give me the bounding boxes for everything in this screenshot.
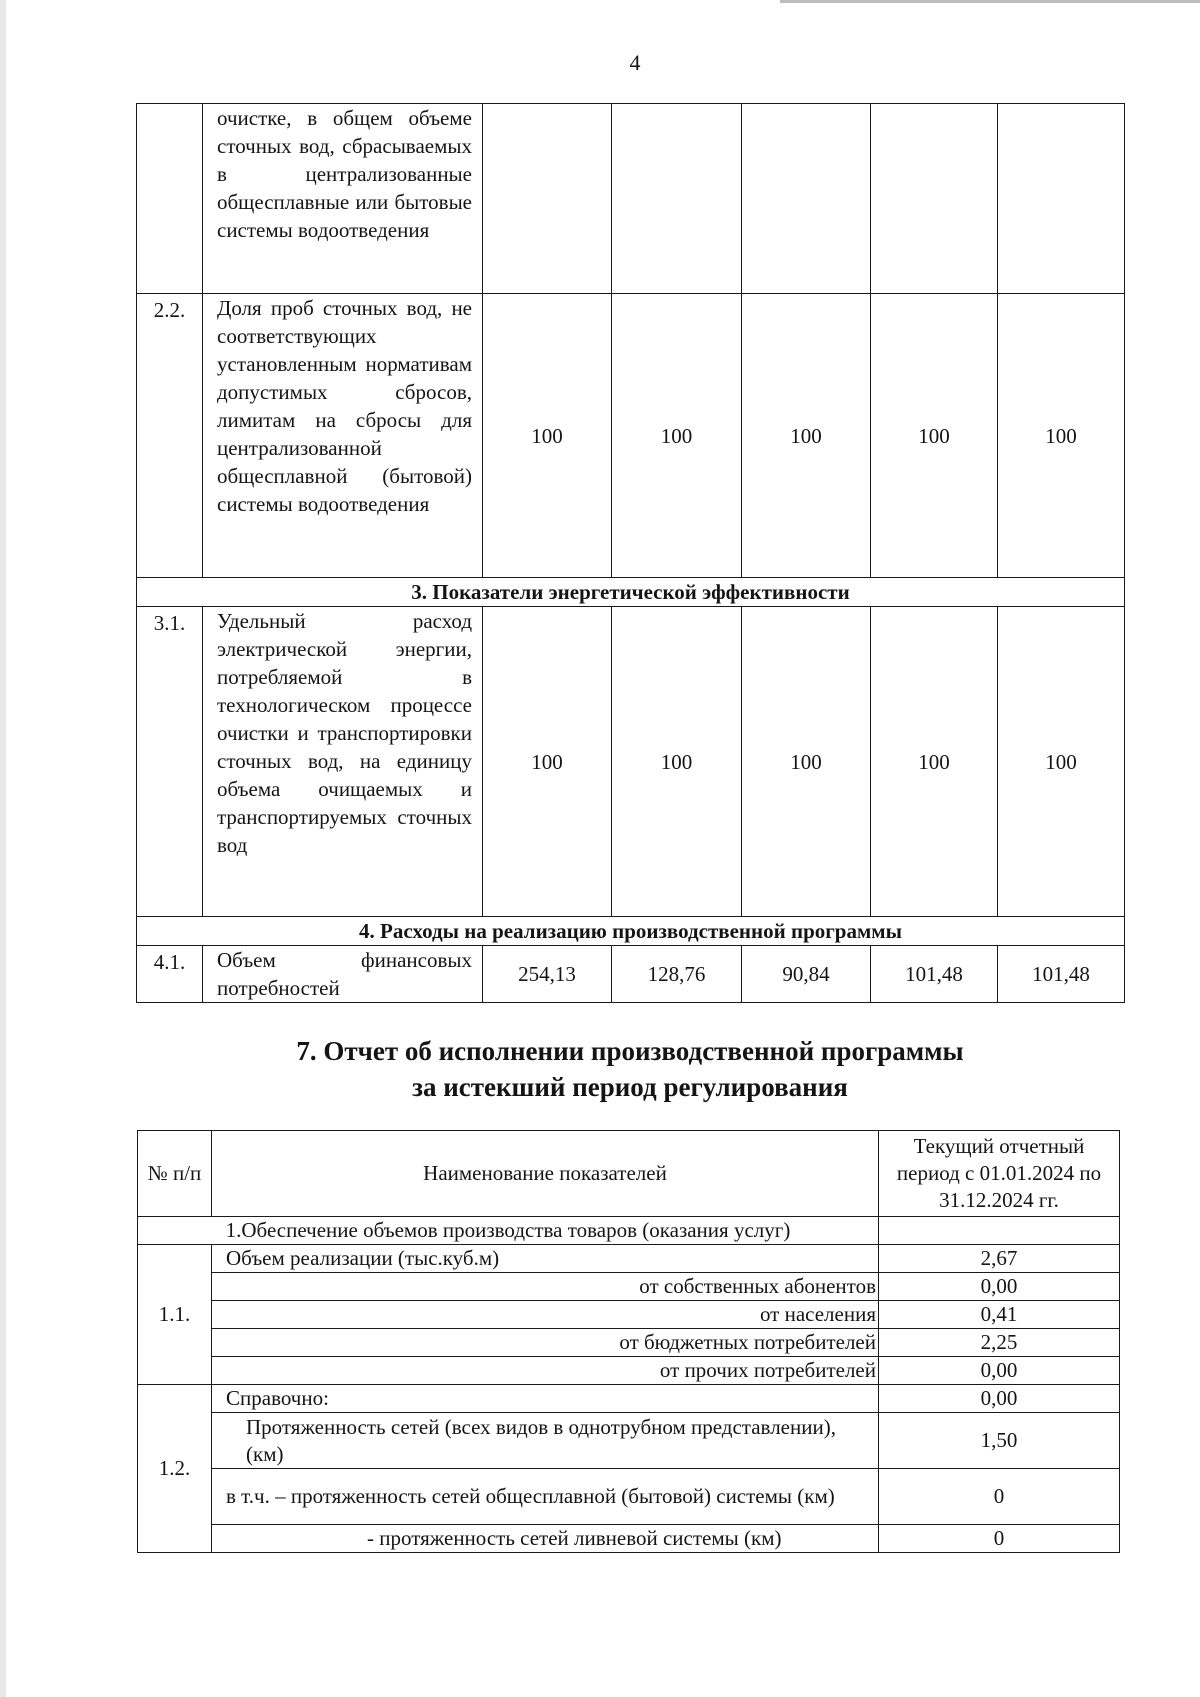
- row-number: 2.2.: [137, 294, 203, 578]
- header-number: № п/п: [138, 1131, 212, 1217]
- report-title-line-2: за истекший период регулирования: [412, 1072, 848, 1102]
- section-heading: 3. Показатели энергетической эффективности: [137, 578, 1125, 607]
- value-cell: [483, 104, 612, 294]
- value-cell: [612, 104, 742, 294]
- report-table: [137, 1130, 1120, 1553]
- value-cell: 100: [998, 607, 1125, 917]
- value-cell: 254,13: [483, 946, 612, 1003]
- indicators-table: [136, 103, 1125, 1003]
- indicator-label: в т.ч. – протяженность сетей общесплавной (бытовой) системы (км): [212, 1469, 879, 1525]
- value-cell: [742, 104, 871, 294]
- value-cell: 101,48: [871, 946, 998, 1003]
- value-cell: [998, 104, 1125, 294]
- value-cell: 100: [742, 607, 871, 917]
- table-row: [138, 1301, 1120, 1329]
- table-row: [138, 1245, 1120, 1273]
- indicator-label: от населения: [212, 1301, 879, 1329]
- value-cell: 101,48: [998, 946, 1125, 1003]
- table-row: [138, 1525, 1120, 1553]
- value-cell: 100: [998, 294, 1125, 578]
- section-row: [138, 1217, 1120, 1245]
- value-cell: 100: [742, 294, 871, 578]
- indicator-description: Доля проб сточных вод, не соответствующих установленным нормативам допустимых сбросов, лимитам на сбросы для централизованной общесплавной (бытовой) системы водоотведения: [203, 294, 483, 578]
- indicator-label: Объем реализации (тыс.куб.м): [212, 1245, 879, 1273]
- indicator-description: Объем финансовых потребностей: [203, 946, 483, 1003]
- page-number: 4: [629, 50, 641, 75]
- section-row: [137, 917, 1125, 946]
- row-number: 1.1.: [138, 1245, 212, 1385]
- value-cell: 0,41: [879, 1301, 1120, 1329]
- value-cell: 128,76: [612, 946, 742, 1003]
- table-row: [138, 1469, 1120, 1525]
- table-row: [138, 1385, 1120, 1413]
- table-row: [138, 1357, 1120, 1385]
- value-cell: 0: [879, 1469, 1120, 1525]
- value-cell: 0: [879, 1525, 1120, 1553]
- header-period: Текущий отчетный период с 01.01.2024 по 31.12.2024 гг.: [879, 1131, 1120, 1217]
- indicator-label: Справочно:: [212, 1385, 879, 1413]
- value-cell: 100: [612, 294, 742, 578]
- row-number: 4.1.: [137, 946, 203, 1003]
- value-cell: 100: [483, 607, 612, 917]
- value-cell: 2,25: [879, 1329, 1120, 1357]
- report-title-line-1: 7. Отчет об исполнении производственной программы: [296, 1036, 964, 1066]
- row-number: 1.2.: [138, 1385, 212, 1553]
- value-cell: [879, 1217, 1120, 1245]
- value-cell: 100: [483, 294, 612, 578]
- value-cell: 0,00: [879, 1385, 1120, 1413]
- indicator-label: от бюджетных потребителей: [212, 1329, 879, 1357]
- scan-edge-shadow: [0, 0, 6, 1697]
- table-row: [138, 1413, 1120, 1469]
- value-cell: 100: [612, 607, 742, 917]
- value-cell: 0,00: [879, 1273, 1120, 1301]
- indicator-description: очистке, в общем объеме сточных вод, сбрасываемых в централизованные общесплавные или бытовые системы водоотведения: [203, 104, 483, 294]
- section-row: [137, 578, 1125, 607]
- value-cell: 100: [871, 607, 998, 917]
- table-row: [137, 946, 1125, 1003]
- table-row: [138, 1273, 1120, 1301]
- indicator-label: - протяженность сетей ливневой системы (км): [212, 1525, 879, 1553]
- value-cell: 1,50: [879, 1413, 1120, 1469]
- row-number: 3.1.: [137, 607, 203, 917]
- header-name: Наименование показателей: [212, 1131, 879, 1217]
- section-heading: 1.Обеспечение объемов производства товаров (оказания услуг): [138, 1217, 879, 1245]
- header-row: [138, 1131, 1120, 1217]
- table-row: [137, 294, 1125, 578]
- indicator-label: от собственных абонентов: [212, 1273, 879, 1301]
- value-cell: [871, 104, 998, 294]
- value-cell: 90,84: [742, 946, 871, 1003]
- value-cell: 0,00: [879, 1357, 1120, 1385]
- table-row: [137, 607, 1125, 917]
- table-row: [138, 1329, 1120, 1357]
- indicator-label: от прочих потребителей: [212, 1357, 879, 1385]
- table-row: [137, 104, 1125, 294]
- indicator-label: Протяженность сетей (всех видов в однотрубном представлении), (км): [212, 1413, 879, 1469]
- section-heading: 4. Расходы на реализацию производственной программы: [137, 917, 1125, 946]
- row-number: [137, 104, 203, 294]
- scan-edge-line: [780, 0, 1200, 3]
- value-cell: 2,67: [879, 1245, 1120, 1273]
- indicator-description: Удельный расход электрической энергии, потребляемой в технологическом процессе очистки и транспортировки сточных вод, на единицу объема очищаемых и транспортируемых сточных вод: [203, 607, 483, 917]
- value-cell: 100: [871, 294, 998, 578]
